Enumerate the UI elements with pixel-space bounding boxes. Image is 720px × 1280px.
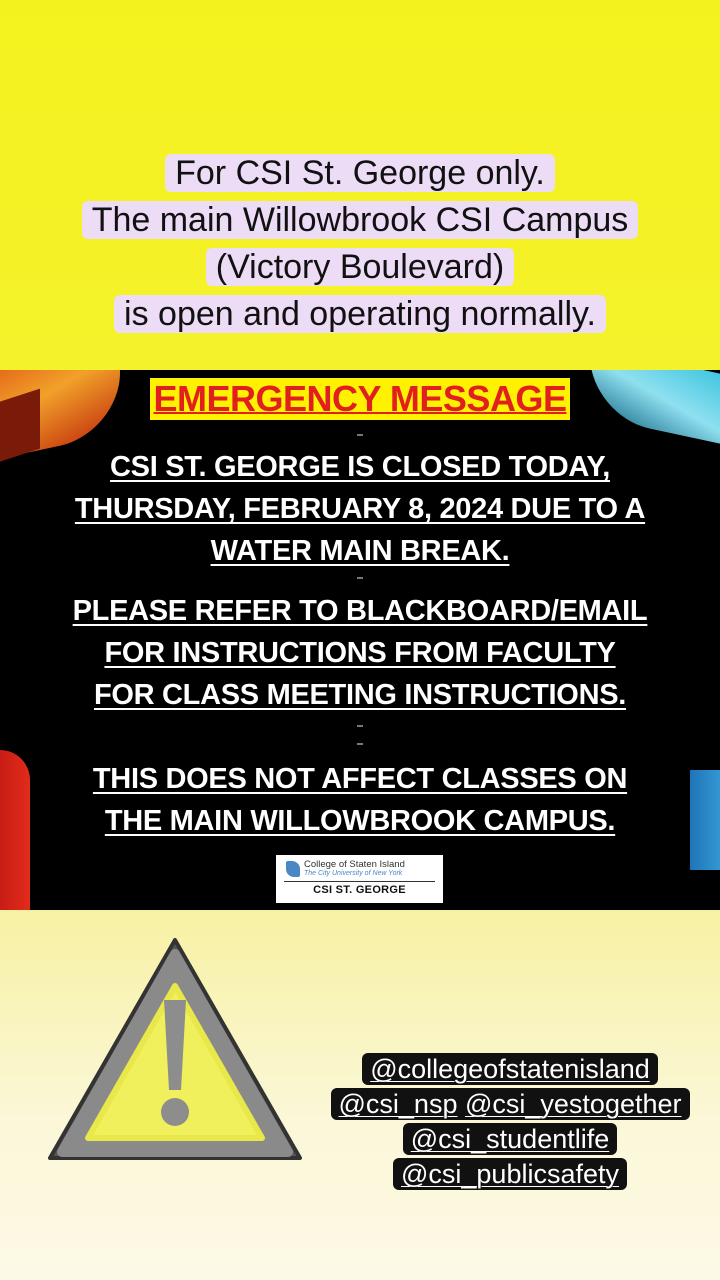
emergency-title: EMERGENCY MESSAGE: [150, 378, 571, 420]
logo-college-name: College of Staten Island: [304, 859, 405, 870]
logo-subtitle: The City University of New York: [304, 870, 403, 877]
instruction-line: PLEASE REFER TO BLACKBOARD/EMAIL: [72, 595, 648, 627]
notice-line: is open and operating normally.: [0, 291, 720, 338]
handle-link[interactable]: @csi_nsp: [338, 1089, 458, 1119]
handle-link[interactable]: @csi_publicsafety: [400, 1159, 619, 1189]
handle-link[interactable]: @csi_studentlife: [410, 1124, 610, 1154]
notice-line: The main Willowbrook CSI Campus: [0, 197, 720, 244]
csi-st-george-logo: [276, 855, 443, 903]
closure-line: THURSDAY, FEBRUARY 8, 2024 DUE TO A: [74, 493, 646, 525]
logo-rule: [284, 881, 435, 882]
closure-line: WATER MAIN BREAK.: [210, 535, 510, 567]
warning-triangle-icon: [42, 930, 308, 1170]
emergency-title-wrap: [0, 378, 720, 420]
handle-link[interactable]: @collegeofstatenisland: [370, 1054, 650, 1084]
instruction-line: FOR CLASS MEETING INSTRUCTIONS.: [93, 679, 627, 711]
instruction-message: [0, 590, 720, 716]
top-notice: [0, 150, 720, 338]
divider-dash: [357, 725, 363, 727]
handle-link[interactable]: @csi_yestogether: [464, 1089, 682, 1119]
notice-line: For CSI St. George only.: [0, 150, 720, 197]
csi-logo-mark-icon: [286, 861, 300, 877]
notice-line: (Victory Boulevard): [0, 244, 720, 291]
logo-campus: CSI ST. GEORGE: [313, 884, 406, 896]
emergency-panel: [0, 370, 720, 910]
divider-dash: [357, 434, 363, 436]
closure-message: [0, 446, 720, 572]
instruction-line: FOR INSTRUCTIONS FROM FACULTY: [104, 637, 616, 669]
note-line: THE MAIN WILLOWBROOK CAMPUS.: [104, 805, 616, 837]
social-handles: [300, 1052, 720, 1192]
closure-line: CSI ST. GEORGE IS CLOSED TODAY,: [110, 451, 610, 483]
note-line: THIS DOES NOT AFFECT CLASSES ON: [92, 763, 628, 795]
divider-dash: [357, 577, 363, 579]
divider-dash: [357, 743, 363, 745]
note-message: [0, 758, 720, 842]
